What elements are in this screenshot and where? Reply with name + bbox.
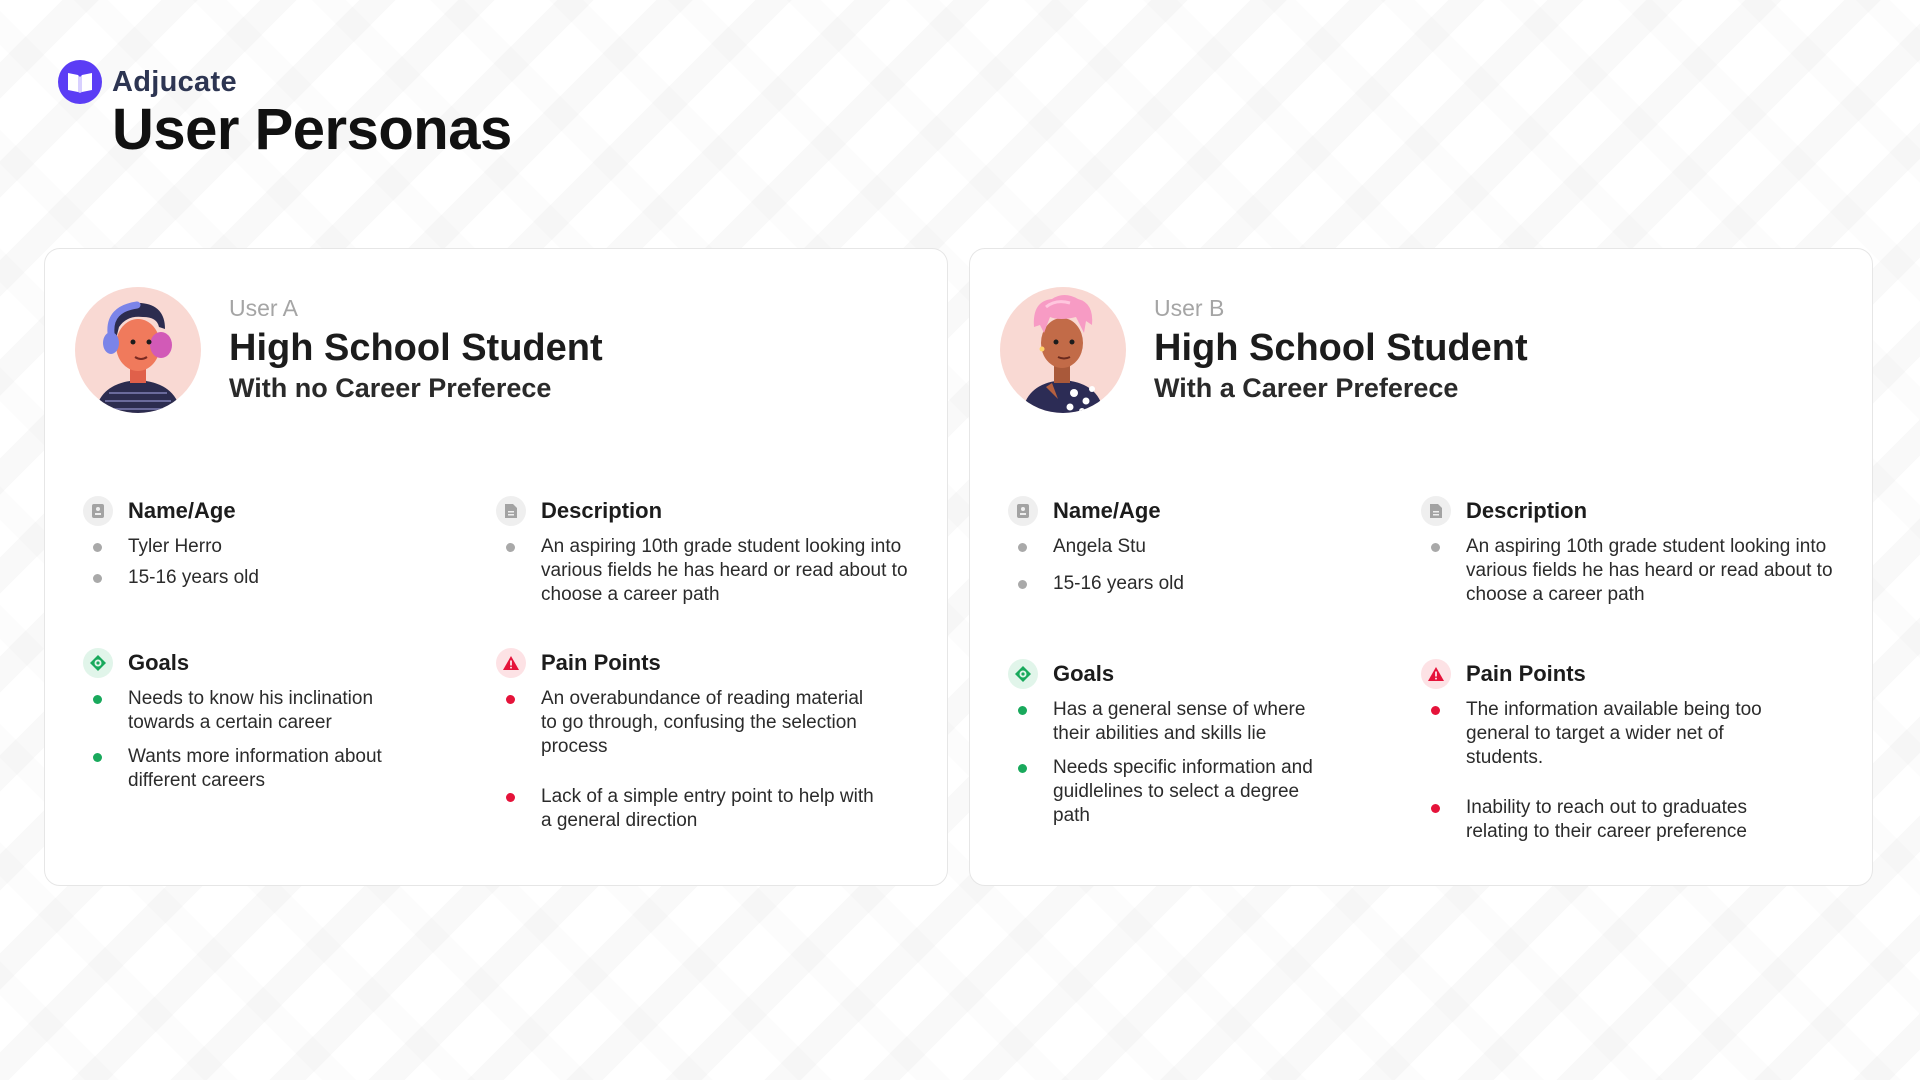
persona-title: High School Student <box>1154 327 1528 369</box>
list-item: Wants more information about different careers <box>83 745 443 793</box>
bullet <box>1018 706 1027 715</box>
pain-points-section <box>496 647 876 833</box>
target-icon <box>1008 659 1038 689</box>
user-label: User A <box>229 295 299 321</box>
section-title: Name/Age <box>128 498 236 523</box>
id-card-icon <box>1008 496 1038 526</box>
section-title: Pain Points <box>1466 661 1586 686</box>
bullet <box>93 574 102 583</box>
list-item: Tyler Herro <box>83 535 443 559</box>
bullet <box>1431 706 1440 715</box>
pain-points-section <box>1421 658 1781 844</box>
list-item: An overabundance of reading material to go through, confusing the selection process <box>496 687 876 759</box>
bullet <box>1018 543 1027 552</box>
bullet <box>506 793 515 802</box>
bullet <box>1431 543 1440 552</box>
section-title: Name/Age <box>1053 498 1161 523</box>
brand-name: Adjucate <box>112 65 237 98</box>
list-item: An aspiring 10th grade student looking into various fields he has heard or read about to choose a career path <box>496 535 916 607</box>
list-item: 15-16 years old <box>1008 572 1368 596</box>
avatar <box>75 287 201 413</box>
list-item: Angela Stu <box>1008 535 1368 559</box>
bullet <box>93 543 102 552</box>
list-item: Needs specific information and guidlelines to select a degree path <box>1008 756 1328 828</box>
persona-subtitle: With a Career Preferece <box>1154 373 1459 403</box>
warning-icon <box>496 648 526 678</box>
persona-title: High School Student <box>229 327 603 369</box>
list-item: The information available being too general to target a wider net of students. <box>1421 698 1781 770</box>
goals-section <box>83 647 443 793</box>
document-icon <box>1421 496 1451 526</box>
section-title: Goals <box>128 650 190 675</box>
list-item: Needs to know his inclination towards a certain career <box>83 687 443 735</box>
bullet <box>1431 804 1440 813</box>
id-card-icon <box>83 496 113 526</box>
document-icon <box>496 496 526 526</box>
page-title: User Personas <box>112 97 512 162</box>
description-section <box>496 495 916 607</box>
list-item: Inability to reach out to graduates relating to their career preference <box>1421 796 1781 844</box>
section-title: Description <box>1466 498 1588 523</box>
list-item: Lack of a simple entry point to help with a general direction <box>496 785 876 833</box>
bullet <box>506 695 515 704</box>
list-item: An aspiring 10th grade student looking into various fields he has heard or read about to choose a career path <box>1421 535 1841 607</box>
goals-section <box>1008 658 1328 828</box>
user-label: User B <box>1154 295 1225 321</box>
warning-icon <box>1421 659 1451 689</box>
list-item: 15-16 years old <box>83 566 443 590</box>
persona-card-user-a <box>44 248 948 886</box>
book-logo-icon <box>58 60 102 104</box>
section-title: Description <box>541 498 663 523</box>
section-title: Pain Points <box>541 650 661 675</box>
name-age-section <box>1008 495 1368 596</box>
bullet <box>93 753 102 762</box>
bullet <box>1018 580 1027 589</box>
section-title: Goals <box>1053 661 1115 686</box>
bullet <box>93 695 102 704</box>
name-age-section <box>83 495 443 590</box>
bullet <box>1018 764 1027 773</box>
avatar <box>1000 287 1126 413</box>
persona-subtitle: With no Career Preferece <box>229 373 552 403</box>
target-icon <box>83 648 113 678</box>
persona-card-user-b <box>969 248 1873 886</box>
description-section <box>1421 495 1841 607</box>
list-item: Has a general sense of where their abilities and skills lie <box>1008 698 1328 746</box>
bullet <box>506 543 515 552</box>
